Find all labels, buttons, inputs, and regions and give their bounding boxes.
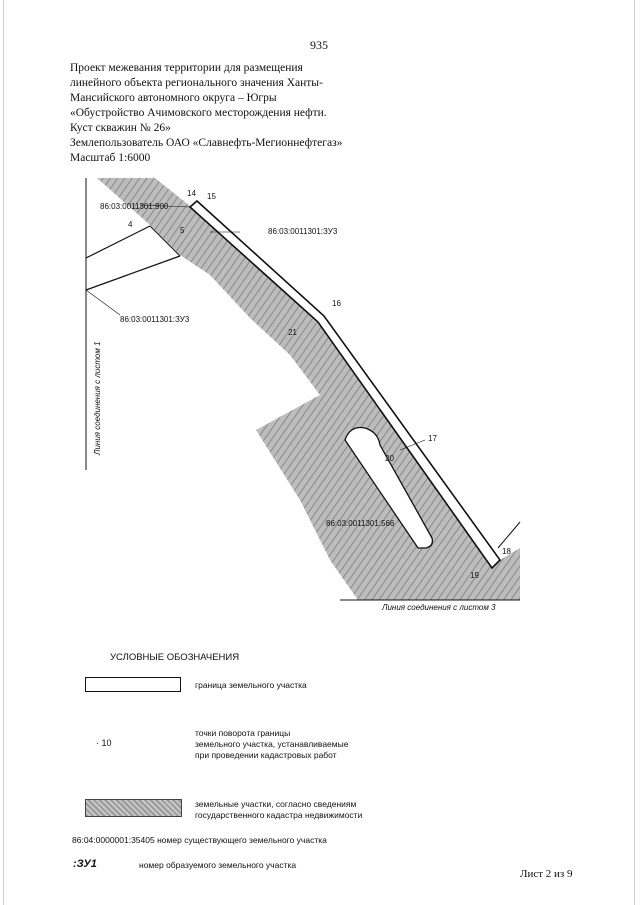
parcel-label-900: 86:03:0011301:900	[100, 202, 169, 211]
scale-line: Масштаб 1:6000	[70, 152, 151, 164]
legend-existing-row	[72, 835, 327, 845]
legend-point-line: при проведении кадастровых работ	[195, 750, 337, 760]
join-label-sheet-1: Линия соединения с листом 1	[93, 341, 102, 455]
point-4: 4	[128, 220, 133, 229]
title-line: Куст скважин № 26»	[70, 122, 171, 134]
point-19: 19	[470, 571, 479, 580]
point-21: 21	[288, 328, 297, 337]
point-20: 20	[385, 454, 394, 463]
legend-title: УСЛОВНЫЕ ОБОЗНАЧЕНИЯ	[110, 652, 240, 663]
diagonal-boundary	[498, 522, 520, 548]
parcel-label-zu3-left: 86:03:0011301:ЗУ3	[120, 315, 190, 324]
legend-point-value: 10	[101, 738, 112, 748]
legend-existing-text: номер существующего земельного участка	[157, 835, 327, 845]
legend-point-number: · 10	[96, 738, 112, 748]
leader-line	[86, 290, 120, 315]
legend-point-text	[195, 728, 348, 761]
legend-boundary-text: граница земельного участка	[195, 680, 307, 690]
join-label-sheet-3: Линия соединения с листом 3	[382, 603, 496, 612]
legend-cadastre-swatch	[85, 799, 182, 817]
legend-cadastre-line: земельные участки, согласно сведениям	[195, 799, 357, 809]
point-14: 14	[187, 189, 196, 198]
legend-existing-code: 86:04:0000001:35405	[72, 835, 155, 845]
point-5: 5	[180, 226, 185, 235]
point-18: 18	[502, 547, 511, 556]
title-line: Проект межевания территории для размещения	[70, 62, 303, 74]
parcel-label-zu3-top: 86:03:0011301:ЗУ3	[268, 227, 338, 236]
legend-new-code: :ЗУ1	[73, 858, 97, 870]
legend-cadastre-line: государственного кадастра недвижимости	[195, 810, 363, 820]
parcel-900-area	[97, 178, 500, 575]
title-line: Мансийского автономного округа – Югры	[70, 92, 277, 104]
legend-cadastre-text	[195, 799, 362, 821]
sheet-counter: Лист 2 из 9	[520, 868, 573, 880]
title-line: линейного объекта регионального значения Ханты-	[70, 77, 323, 89]
legend-point-line: точки поворота границы	[195, 728, 291, 738]
point-17: 17	[428, 434, 437, 443]
point-15: 15	[207, 192, 216, 201]
title-line: «Обустройство Ачимовского месторождения нефти.	[70, 107, 327, 119]
legend-new-text: номер образуемого земельного участка	[139, 860, 297, 870]
legend-boundary-swatch	[85, 677, 181, 692]
point-16: 16	[332, 299, 341, 308]
parcel-label-566: 86:03:0011301:566	[326, 519, 395, 528]
page-number: 935	[310, 38, 328, 52]
road-line	[86, 226, 150, 258]
road-line	[86, 256, 180, 290]
legend-point-line: земельного участка, устанавливаемые	[195, 739, 349, 749]
title-line: Землепользователь ОАО «Славнефть-Мегионнефтегаз»	[70, 137, 343, 149]
